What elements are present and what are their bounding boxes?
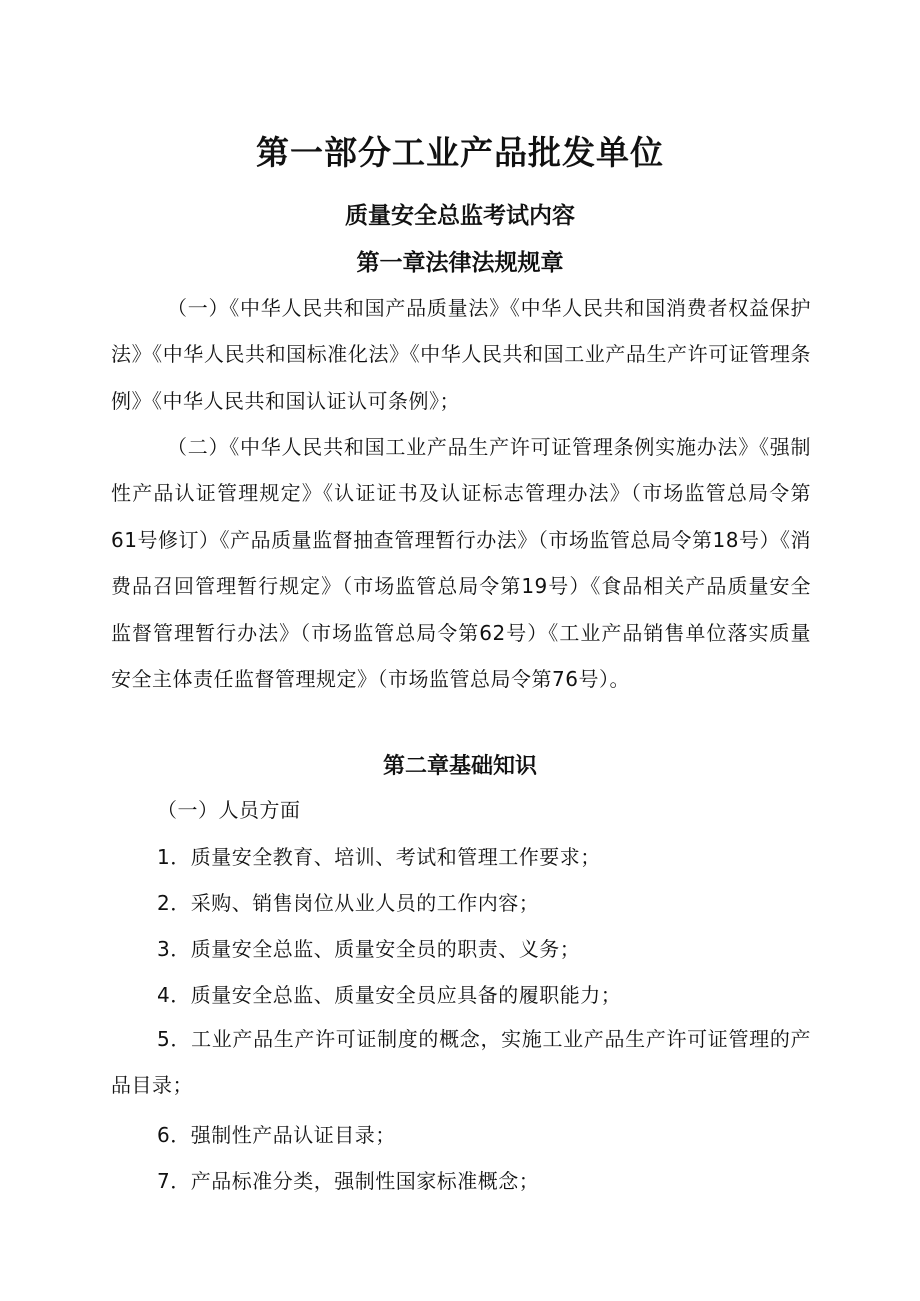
chapter-1-heading: 第一章法律法规规章 bbox=[356, 250, 564, 276]
chapter-2-heading: 第二章基础知识 bbox=[382, 754, 537, 779]
section-heading: （一）人员方面 bbox=[157, 798, 301, 822]
list-item: 6．强制性产品认证目录； bbox=[157, 1123, 396, 1147]
document-subtitle: 质量安全总监考试内容 bbox=[345, 203, 575, 229]
list-item: 4．质量安全总监、质量安全员应具备的履职能力； bbox=[157, 983, 622, 1007]
list-item: 3．质量安全总监、质量安全员的职责、义务； bbox=[157, 937, 581, 961]
list-item: 1．质量安全教育、培训、考试和管理工作要求； bbox=[157, 845, 601, 869]
list-item: 7．产品标准分类，强制性国家标准概念； bbox=[157, 1169, 540, 1193]
list-item: 2．采购、销售岗位从业人员的工作内容； bbox=[157, 891, 540, 915]
chapter-1-paragraph-2: （二）《中华人民共和国工业产品生产许可证管理条例实施办法》《强制性产品认证管理规定》《认证证书及认证标志管理办法》（市场监管总局令第61号修订）《产品质量监督抽查管理暂行办法》（市场监管总局令第18号）《消费品召回管理暂行规定》（市场监管总局令第19号）《食品相关产品质量安全监督管理暂行办法》（市场监管总局令第62号）《工业产品销售单位落实质量安全主体责任监督管理规定》（市场监管总局令第76号）。 bbox=[111, 435, 811, 692]
chapter-1-paragraph-1: （一）《中华人民共和国产品质量法》《中华人民共和国消费者权益保护法》《中华人民共和国标准化法》《中华人民共和国工业产品生产许可证管理条例》《中华人民共和国认证认可条例》； bbox=[111, 296, 811, 413]
document-title: 第一部分工业产品批发单位 bbox=[256, 133, 664, 172]
list-item: 5．工业产品生产许可证制度的概念，实施工业产品生产许可证管理的产品目录； bbox=[111, 1027, 811, 1097]
